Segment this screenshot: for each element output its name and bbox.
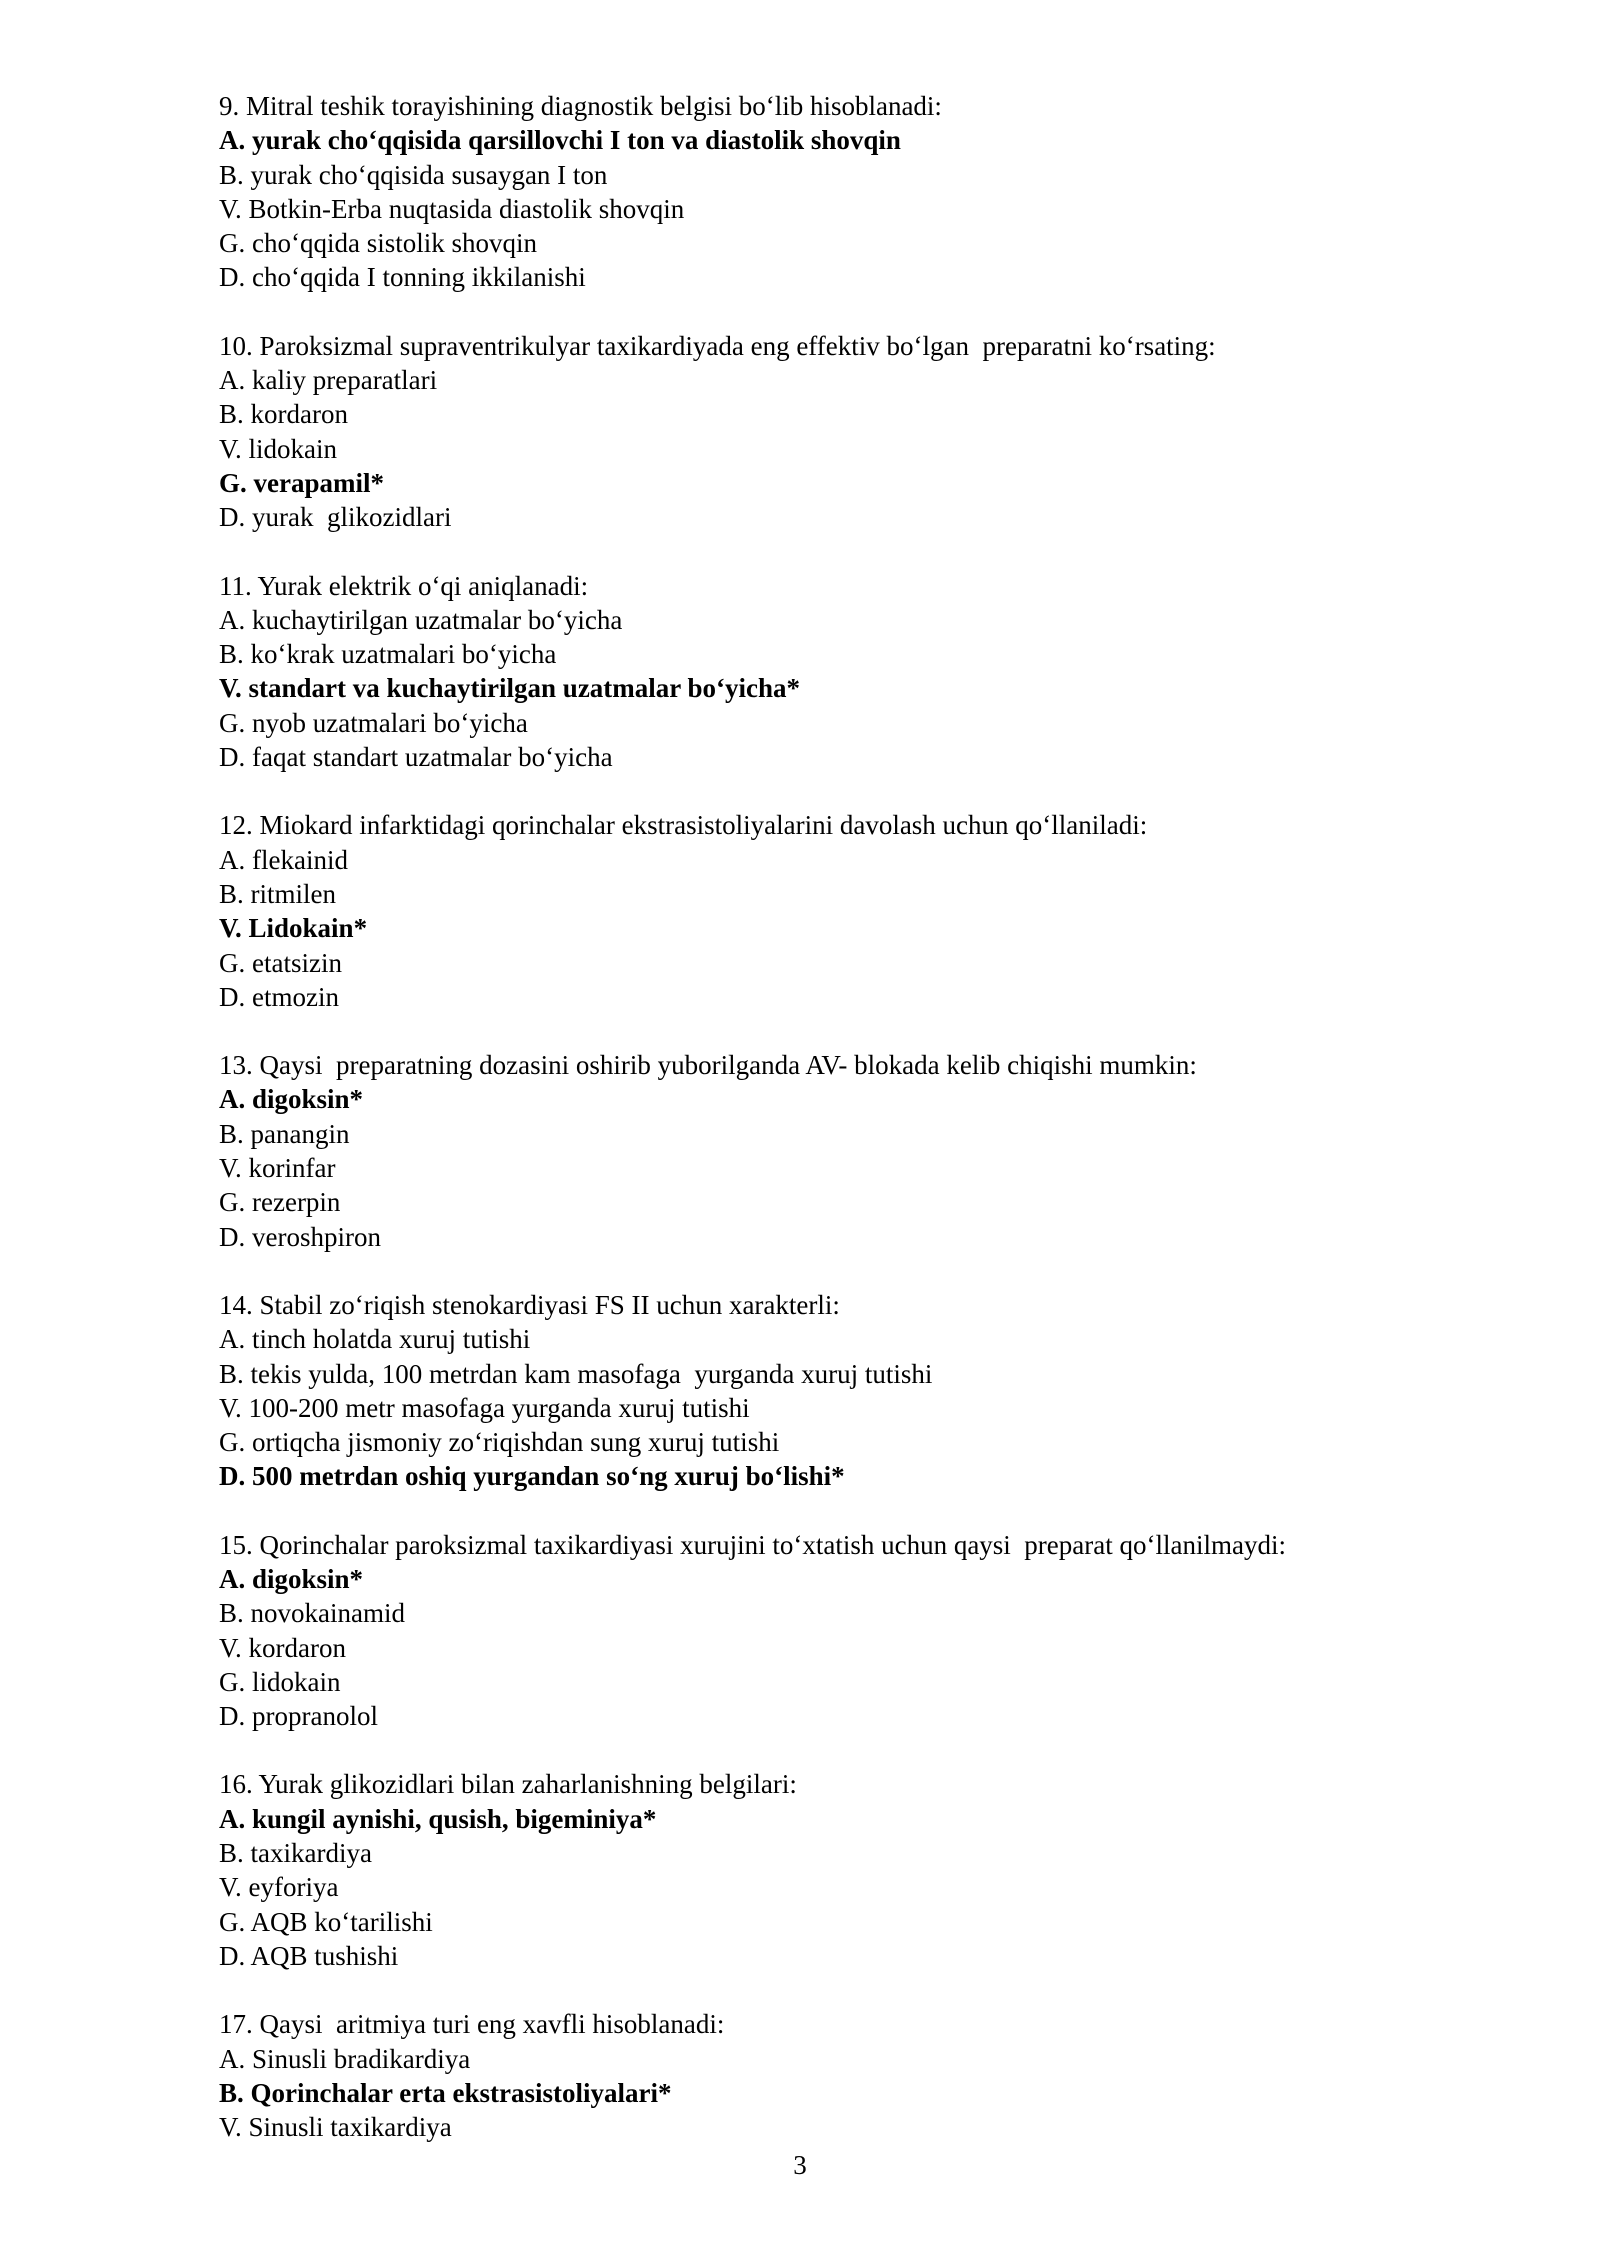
- answer-option: A. tinch holatda xuruj tutishi: [219, 1324, 531, 1355]
- answer-option: V. Sinusli taxikardiya: [219, 2112, 452, 2143]
- question-block: [219, 1048, 1519, 1254]
- question-stem: 14. Stabil zo‘riqish stenokardiyasi FS II uchun xarakterli:: [219, 1289, 840, 1320]
- answer-option: G. etatsizin: [219, 947, 342, 978]
- question-stem: 11. Yurak elektrik o‘qi aniqlanadi:: [219, 570, 589, 601]
- answer-option: G. nyob uzatmalari bo‘yicha: [219, 707, 528, 738]
- answer-option: G. rezerpin: [219, 1187, 341, 1218]
- question-block: [219, 1528, 1519, 1734]
- answer-option-correct: G. verapamil*: [219, 467, 384, 498]
- question-block: [219, 2007, 1519, 2144]
- answer-option: D. cho‘qqida I tonning ikkilanishi: [219, 262, 586, 293]
- question-stem: 16. Yurak glikozidlari bilan zaharlanishning belgilari:: [219, 1769, 797, 1800]
- answer-option-correct: B. Qorinchalar erta ekstrasistoliyalari*: [219, 2077, 672, 2108]
- answer-option: B. panangin: [219, 1118, 350, 1149]
- answer-option: A. flekainid: [219, 844, 348, 875]
- answer-option: A. Sinusli bradikardiya: [219, 2043, 471, 2074]
- answer-option: D. propranolol: [219, 1701, 378, 1732]
- answer-option: G. cho‘qqida sistolik shovqin: [219, 228, 537, 259]
- question-block: [219, 569, 1519, 775]
- answer-option: V. eyforiya: [219, 1872, 339, 1903]
- question-block: [219, 329, 1519, 535]
- answer-option: V. korinfar: [219, 1153, 336, 1184]
- page-number: 3: [793, 2150, 807, 2180]
- answer-option: B. kordaron: [219, 399, 348, 430]
- answer-option: V. lidokain: [219, 433, 338, 464]
- question-stem: 13. Qaysi preparatning dozasini oshirib yuborilganda AV- blokada kelib chiqishi mumkin:: [219, 1050, 1197, 1081]
- question-block: [219, 808, 1519, 1014]
- answer-option: B. taxikardiya: [219, 1838, 372, 1869]
- answer-option: V. 100-200 metr masofaga yurganda xuruj tutishi: [219, 1392, 750, 1423]
- answer-option: D. veroshpiron: [219, 1221, 381, 1252]
- answer-option: A. kaliy preparatlari: [219, 365, 438, 396]
- answer-option-correct: D. 500 metrdan oshiq yurgandan so‘ng xuruj bo‘lishi*: [219, 1461, 845, 1492]
- answer-option-correct: A. digoksin*: [219, 1084, 364, 1115]
- answer-option-correct: A. kungil aynishi, qusish, bigeminiya*: [219, 1803, 657, 1834]
- answer-option-correct: V. Lidokain*: [219, 913, 368, 944]
- answer-option: G. ortiqcha jismoniy zo‘riqishdan sung xuruj tutishi: [219, 1427, 780, 1458]
- question-block: [219, 1288, 1519, 1494]
- answer-option-correct: A. digoksin*: [219, 1563, 364, 1594]
- question-block: [219, 1767, 1519, 1973]
- answer-option: B. yurak cho‘qqisida susaygan I ton: [219, 159, 608, 190]
- answer-option-correct: A. yurak cho‘qqisida qarsillovchi I ton va diastolik shovqin: [219, 125, 901, 156]
- answer-option: D. etmozin: [219, 981, 339, 1012]
- answer-option: G. lidokain: [219, 1666, 341, 1697]
- question-stem: 12. Miokard infarktidagi qorinchalar ekstrasistoliyalarini davolash uchun qo‘llaniladi:: [219, 810, 1148, 841]
- question-stem: 10. Paroksizmal supraventrikulyar taxikardiyada eng effektiv bo‘lgan preparatni ko‘rsating:: [219, 330, 1216, 361]
- answer-option: D. AQB tushishi: [219, 1940, 399, 1971]
- answer-option: V. kordaron: [219, 1632, 346, 1663]
- answer-option: D. yurak glikozidlari: [219, 502, 452, 533]
- answer-option-correct: V. standart va kuchaytirilgan uzatmalar bo‘yicha*: [219, 673, 801, 704]
- answer-option: B. novokainamid: [219, 1598, 405, 1629]
- answer-option: G. AQB ko‘tarilishi: [219, 1906, 433, 1937]
- answer-option: B. tekis yulda, 100 metrdan kam masofaga yurganda xuruj tutishi: [219, 1358, 933, 1389]
- question-stem: 17. Qaysi aritmiya turi eng xavfli hisoblanadi:: [219, 2009, 725, 2040]
- answer-option: A. kuchaytirilgan uzatmalar bo‘yicha: [219, 604, 623, 635]
- answer-option: B. ko‘krak uzatmalari bo‘yicha: [219, 639, 557, 670]
- question-stem: 9. Mitral teshik torayishining diagnostik belgisi bo‘lib hisoblanadi:: [219, 91, 942, 121]
- answer-option: V. Botkin-Erba nuqtasida diastolik shovqin: [219, 193, 685, 224]
- question-list: [219, 89, 1519, 2144]
- answer-option: D. faqat standart uzatmalar bo‘yicha: [219, 742, 613, 773]
- question-block: [219, 89, 1519, 295]
- answer-option: B. ritmilen: [219, 878, 336, 909]
- question-stem: 15. Qorinchalar paroksizmal taxikardiyasi xurujini to‘xtatish uchun qaysi preparat qo‘llanilmaydi:: [219, 1529, 1286, 1560]
